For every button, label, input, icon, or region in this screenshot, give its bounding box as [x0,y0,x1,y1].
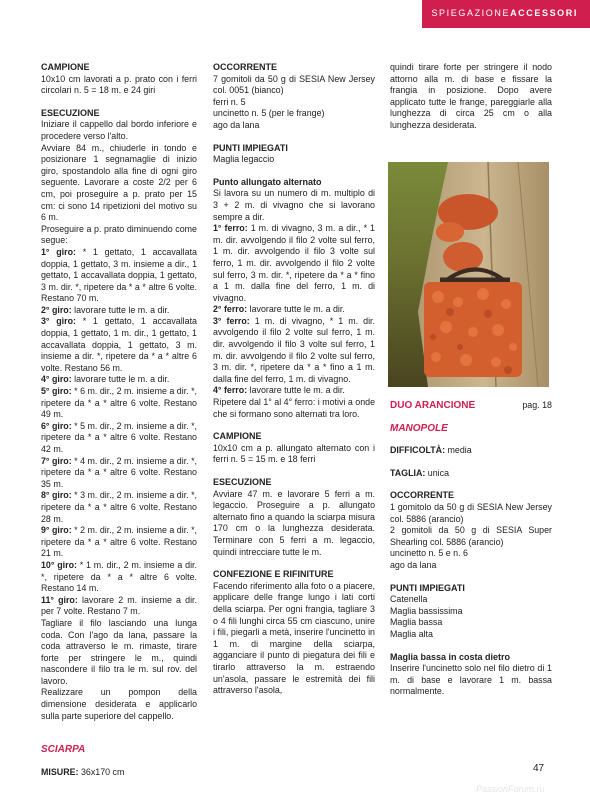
occorrente-heading: OCCORRENTE [390,490,455,501]
round-instruction-text: * 1 gettato, 1 accavallata doppia, 1 gettato, 1 m. dir., 1 gettato, 1 accavallata doppia, 1 gettato, 3 m. insieme a dir. *, ripetere da * a * altre 6 volte. Restano 56 m. [41,316,197,373]
repeat-text: Ripetere dal 1° al 4° ferro: i motivi a onde che si formano sono alternati tra loro. [213,397,375,419]
misure-line: MISURE: 36x170 cm [41,766,125,777]
material-item: ago da lana [213,119,260,130]
material-item: 2 gomitoli da 50 g di SESIA Super Shearling col. 5886 (arancio) [390,525,552,547]
material-item: uncinetto n. 5 e n. 6 [390,548,468,559]
stitch-list [390,594,552,640]
occorrente-heading: OCCORRENTE [213,62,278,72]
round-instruction-text: lavorare tutte le m. a dir. [71,304,170,315]
round-instruction-label: 6° giro: [41,420,72,431]
row-instruction-label: 1° ferro: [213,223,248,234]
material-item: ferri n. 5 [213,96,246,107]
round-instruction [41,595,197,618]
round-instruction [41,316,197,374]
sciarpa-heading: SCIARPA [41,744,86,756]
round-instruction-text: * 3 m. dir., 2 m. insieme a dir. *, ripetere da * a * altre 6 volte. Restano 28 m. [41,490,198,524]
round-instruction-label: 2° giro: [41,304,72,315]
punti-heading: PUNTI IMPIEGATI [213,142,288,153]
punti-heading: PUNTI IMPIEGATI [390,582,465,593]
esecuzione-paragraph: Avviare 84 m., chiuderle in tondo e posizionare 1 segnamaglie di inizio giro, spostandolo alla fine di ogni giro seguente. Lavorare a coste 2/2 per 6 cm, poi proseguire a p. prato per 15 cm: ci sono 14 ripetizioni del motivo su 6 m. [41,142,197,223]
round-instruction [41,456,197,491]
round-instruction-text: lavorare 2 m. insieme a dir. per 7 volte. Restano 7 m. [41,594,197,617]
materials-list [213,74,375,132]
material-item: uncinetto n. 5 (per le frange) [213,108,325,119]
row-instruction-text: 1 m. di vivagno, * 1 m. dir. avvolgendo il filo 2 volte sul ferro, 1 m. dir. avvolgendo il filo 3 volte sul ferro, 1 m. dir. avvolgendo il filo 2 volte sul ferro, 3 m. dir. *, ripetere da * a * fino a 1 m. dalla fine del ferro, 1 m. di vivagno. [213,315,375,384]
row-instruction-text: 1 m. di vivagno, 3 m. a dir., * 1 m. dir. avvolgendo il filo 2 volte sul ferro, 1 m. dir. avvolgendo il filo 3 volte sul ferro, 1 m. dir. avvolgendo il filo 2 volte sul ferro, 3 m. dir. *, ripetere da * a * fino a 1 m. dalla fine del ferro, 1 m. di vivagno. [213,223,375,303]
column-3 [390,62,552,132]
esecuzione-text: Avviare 47 m. e lavorare 5 ferri a m. legaccio. Proseguire a p. allungato alternato fino a quando la sciarpa misura 170 cm o la lunghezza desiderata. Terminare con 5 ferri a m. legaccio, quindi intrecciare tutte le m. [213,488,375,557]
round-instruction-label: 8° giro: [41,490,72,501]
taglia-line: TAGLIA: unica [390,467,450,478]
round-instruction-text: * 5 m. dir., 2 m. insieme a dir. *, ripetere da * a * altre 6 volte. Restano 42 m. [41,420,198,454]
row-instruction [213,304,375,316]
campione-heading: CAMPIONE [41,62,90,72]
punto-allungato-heading: Punto allungato alternato [213,176,322,187]
stitch-item: Maglia legaccio [213,154,275,165]
round-instruction-text: lavorare tutte le m. a dir. [71,374,170,385]
difficolta-line: DIFFICOLTÀ: media [390,445,472,456]
fringe-continuation-text: quindi tirare forte per stringere il nodo attorno alla m. di base e fissare la frangia in posizione. Dopo avere applicato tutte le frange, pareggiarle alla lunghezza di circa 25 cm o alla lunghezza desiderata. [390,62,552,130]
duo-arancione-row [390,400,552,412]
maglia-bassa-text: Inserire l'uncinetto solo nel filo dietro di 1 m. di base e lavorare 1 m. bassa normalmente. [390,663,552,697]
round-instruction-label: 3° giro: [41,316,76,327]
campione-heading: CAMPIONE [213,431,262,442]
finishing-paragraph: Tagliare il filo lasciando una lunga coda. Con l'ago da lana, passare la coda attraverso le m. rimaste, tirare forte per stringere le m., quindi nascondere il filo tra le m. sul rov. del lavoro. [41,617,197,686]
round-instruction [41,247,197,305]
round-instruction-label: 11° giro: [41,594,78,605]
round-instruction-label: 9° giro: [41,525,72,536]
round-instruction [41,374,197,386]
row-list [213,223,375,397]
round-instruction-label: 4° giro: [41,374,72,385]
duo-arancione-heading: DUO ARANCIONE [390,400,476,411]
row-instruction [213,385,375,397]
materials-list [390,502,552,572]
product-photo [388,162,549,387]
esecuzione-heading: ESECUZIONE [213,477,272,487]
round-instruction [41,421,197,456]
round-list [41,247,197,618]
row-instruction-label: 4° ferro: [213,385,248,396]
campione-text: 10x10 cm lavorati a p. prato con i ferri circolari n. 5 = 18 m. e 24 giri [41,73,197,96]
stitch-intro: Si lavora su un numero di m. multiplo di 3 + 2 m. di vivagno che si lavorano sempre a dir. [213,188,375,222]
round-instruction-label: 5° giro: [41,386,72,397]
row-instruction-label: 2° ferro: [213,304,248,315]
confezione-heading: CONFEZIONE E RIFINITURE [213,569,334,580]
column-3-lower [390,400,552,698]
row-instruction-text: lavorare tutte le m. a dir. [247,304,345,315]
campione-text: 10x10 cm a p. allungato alternato con i ferri n. 5 = 15 m. e 18 ferri [213,442,375,465]
esecuzione-paragraph: Iniziare il cappello dal bordo inferiore e procedere verso l'alto. [41,119,197,141]
round-instruction-label: 1° giro: [41,246,76,257]
round-instruction-text: * 6 m. dir., 2 m. insieme a dir. *, ripetere da * a * altre 6 volte. Restano 49 m. [41,386,198,420]
round-instruction [41,560,197,595]
maglia-bassa-heading: Maglia bassa in costa dietro [390,651,511,662]
page-number: 47 [533,763,545,774]
round-instruction-text: * 2 m. dir., 2 m. insieme a dir. *, ripetere da * a * altre 6 volte. Restano 21 m. [41,525,198,559]
row-instruction-text: lavorare tutte le m. a dir. [247,385,345,396]
column-1 [41,62,197,778]
round-instruction [41,490,197,525]
watermark: PassionForum.ru [476,784,545,794]
round-instruction-text: * 1 m. dir., 2 m. insieme a dir. *, ripetere da * a * altre 6 volte. Restano 14 m. [41,559,197,594]
round-instruction-text: * 1 gettato, 1 accavallata doppia, 1 gettato, 3 m. insieme a dir., 1 gettato, 1 accavallata doppia, 1 gettato, 3 m. dir. *, ripetere da * a * altre 6 volte. Restano 70 m. [41,246,197,304]
round-instruction [41,305,197,317]
material-item: 7 gomitoli da 50 g di SESIA New Jersey col. 0051 (bianco) [213,73,375,96]
material-item: ago da lana [390,559,437,570]
stitch-item: Maglia bassa [390,617,443,628]
confezione-text: Facendo riferimento alla foto o a piacere, applicare delle frange lungo i lati corti della sciarpa. Per ogni frangia, tagliare 3 o 4 fili lunghi circa 55 cm ciascuno, unire i fili, piegarli a metà, inserire l'uncinetto in 1 m. di margine della sciarpa, agganciare il punto di piegatura dei fili e tirarlo attraverso la m. estraendo un'asola, passare le estremità dei fili attraverso l'asola, [213,580,375,696]
page-reference: pag. 18 [522,400,552,410]
round-instruction-text: * 4 m. dir., 2 m. insieme a dir. *, ripetere da * a * altre 6 volte. Restano 35 m. [41,455,198,489]
section-header: SPIEGAZIONEACCESSORI [431,8,578,18]
round-instruction [41,525,197,560]
esecuzione-heading: ESECUZIONE [41,107,100,118]
stitch-item: Maglia bassissima [390,605,463,616]
esecuzione-paragraph: Proseguire a p. prato diminuendo come segue: [41,223,197,246]
material-item: 1 gomitolo da 50 g di SESIA New Jersey col. 5886 (arancio) [390,501,552,524]
stitch-item: Catenella [390,594,428,605]
row-instruction [213,223,375,304]
row-instruction [213,316,375,386]
round-instruction [41,386,197,421]
finishing-paragraph: Realizzare un pompon della dimensione desiderata e applicarlo sulla parte superiore del cappello. [41,687,197,721]
column-2 [213,62,375,697]
round-instruction-label: 7° giro: [41,455,72,466]
stitch-item: Maglia alta [390,628,433,639]
row-instruction-label: 3° ferro: [213,315,250,326]
section-header-bar [422,0,590,28]
round-instruction-label: 10° giro: [41,559,77,570]
manopole-heading: MANOPOLE [390,422,448,434]
